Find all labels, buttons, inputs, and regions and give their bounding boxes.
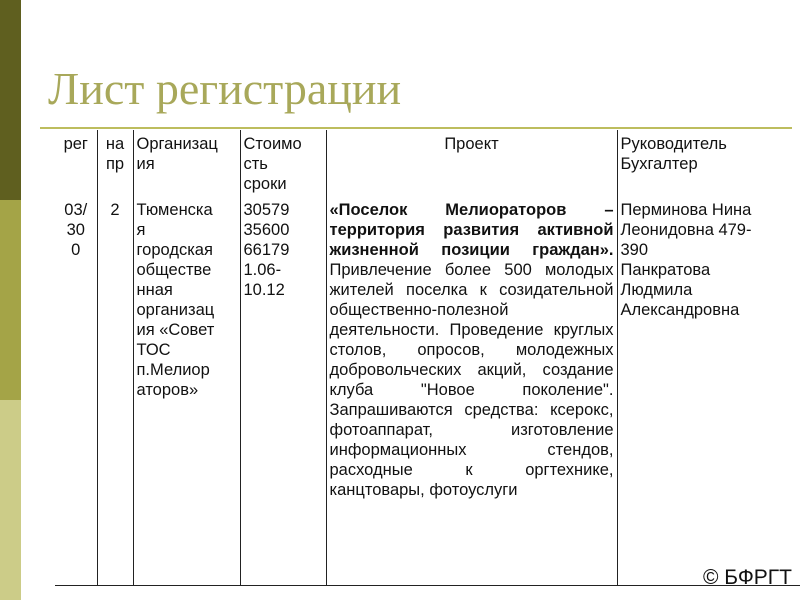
cell-project	[326, 196, 617, 586]
cell-head-accountant: Перминова Нина Леонидовна 479- 390 Панкратова Людмила Александровна	[617, 196, 800, 586]
side-accent-bar-middle	[0, 200, 21, 400]
header-cost-terms: Стоимо сть сроки	[240, 130, 326, 196]
title-divider	[40, 127, 792, 129]
cell-na-pr: 2	[97, 196, 133, 586]
table-header-row	[55, 130, 800, 196]
project-title: «Поселок Мелиораторов – территория развития активной жизненной позиции граждан».	[329, 201, 614, 259]
project-description: Привлечение более 500 молодых жителей поселка к созидательной общественно-полезной деятельности. Проведение круглых столов, опросов, молодежных добровольческих акций, создание клуба "Новое поколение". Запрашиваются средства: ксерокс, фотоаппарат, изготовление информационных стендов, расходные к оргтехнике, канцтовары, фотоуслуги	[329, 261, 614, 499]
side-accent-bar-bottom	[0, 400, 21, 600]
table-row	[55, 196, 800, 586]
header-organization: Организац ия	[133, 130, 240, 196]
header-head-accountant: Руководитель Бухгалтер	[617, 130, 800, 196]
cell-reg: 03/ 30 0	[55, 196, 97, 586]
slide-title: Лист регистрации	[48, 63, 402, 114]
side-accent-bar-top	[0, 0, 21, 200]
copyright-notice: © БФРГТ	[702, 566, 792, 589]
registration-table	[55, 130, 800, 586]
header-project: Проект	[326, 130, 617, 196]
header-na-pr: на пр	[97, 130, 133, 196]
cell-organization: Тюменска я городская обществе нная организац ия «Совет ТОС п.Мелиор аторов»	[133, 196, 240, 586]
cell-cost-terms: 30579 35600 66179 1.06- 10.12	[240, 196, 326, 586]
header-reg: рег	[63, 135, 88, 153]
